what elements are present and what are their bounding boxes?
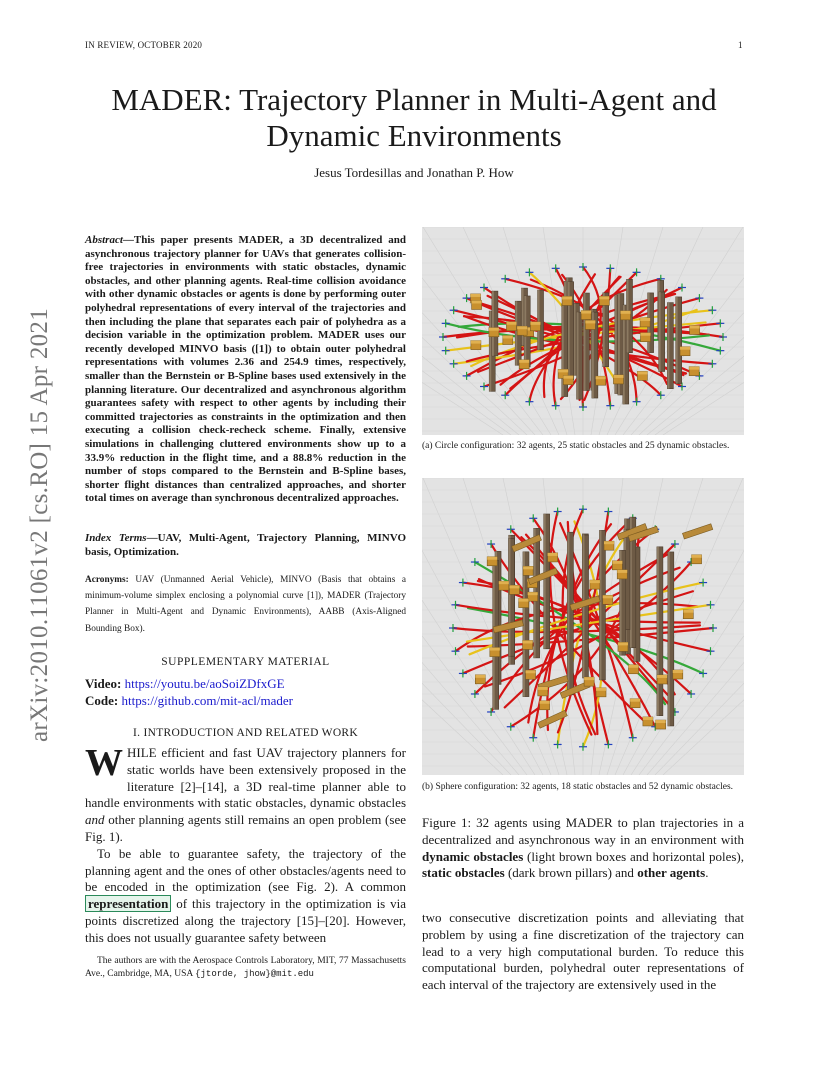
video-link[interactable]: https://youtu.be/aoSoiZDfxGE bbox=[124, 676, 285, 691]
figure-sphere-image bbox=[422, 478, 744, 775]
figure-sphere-configuration bbox=[422, 478, 744, 775]
acronyms bbox=[85, 572, 406, 637]
index-terms-text: —UAV, Multi-Agent, Trajectory Planning, MINVO basis, Optimization. bbox=[85, 532, 406, 558]
intro-body: WHILE efficient and fast UAV trajectory planners for static worlds have been extensively proposed in the literature [2]–[14], a 3D real-time planner able to handle environments with static obstacles, dynamic obstacles and other planning agents still remains an open problem (see Fig. 1). To be able to guarantee safety, the trajectory of the planning agent and the ones of other obstacles/agents need to be encoded in the optimization (see Fig. 2). A common representation of this trajectory in the optimization is via points discretized along the trajectory [15]–[20]. However, this does not usually guarantee safety between bbox=[85, 742, 406, 945]
index-terms-label: Index Terms bbox=[85, 532, 147, 544]
figure-main-caption: Figure 1: 32 agents using MADER to plan trajectories in a decentralized and asynchronous way in an environment with dynamic obstacles (light brown boxes and horizontal poles), static obstacles (dark brown pillars) and other agents. bbox=[422, 815, 744, 881]
static-obstacles bbox=[489, 278, 681, 404]
code-link[interactable]: https://github.com/mit-acl/mader bbox=[121, 693, 293, 708]
intro-paragraph-1: HILE efficient and fast UAV trajectory planners for static worlds have been extensively proposed in the literature [2]–[14], a 3D real-time planner able to handle environments with static obstacles, dynamic obstacles bbox=[85, 745, 406, 811]
page-number: 1 bbox=[738, 40, 743, 50]
video-label: Video bbox=[85, 676, 118, 691]
authors: Jesus Tordesillas and Jonathan P. How bbox=[314, 165, 514, 180]
caption-a: (a) Circle configuration: 32 agents, 25 static obstacles and 25 dynamic obstacles. bbox=[422, 441, 730, 451]
abstract-text: —This paper presents MADER, a 3D decentralized and asynchronous trajectory planner for UAVs that generates collision-free trajectories in environments with static obstacles, dynamic obstacles, and other planning agents. Real-time collision avoidance with other dynamic obstacles or agents is done by performing outer polyhedral representations of every interval of the trajectories and then including the plane that separates each pair of polyhedra as a decision variable in the optimization problem. MADER uses our recently developed MINVO basis ([1]) to obtain outer polyhedral representations with volumes 2.36 and 254.9 times, respectively, smaller than the Bernstein or B-Spline bases used extensively in the planning literature. Our decentralized and asynchronous algorithm guarantees safety with respect to other agents by including their committed trajectories as constraints in the optimization and then executing a collision check-recheck scheme. Finally, extensive simulations in challenging cluttered environments show up to a 33.9% reduction in the flight time, and a 88.8% reduction in the number of stops compared to the Bernstein and B-Spline bases, shorter flight distances than centralized approaches, and shorter total times on average than synchronous decentralized approaches. bbox=[85, 234, 406, 505]
right-column-body: two consecutive discretization points and alleviating that problem by using a fine discretization of the trajectory can lead to a very high computational burden. To reduce this computational burden, polyhedral outer representations of each interval of the trajectory are extensively used in the bbox=[422, 910, 744, 993]
arxiv-sidebar bbox=[20, 290, 60, 760]
arxiv-identifier: arXiv:2010.11061v2 [cs.RO] 15 Apr 2021 bbox=[26, 307, 53, 743]
highlighted-word[interactable]: representation bbox=[85, 895, 171, 912]
supplementary-links: Video: https://youtu.be/aoSoiZDfxGE Code: https://github.com/mit-acl/mader bbox=[85, 676, 293, 708]
author-emails: {jtorde, jhow}@mit.edu bbox=[195, 968, 314, 979]
index-terms bbox=[85, 532, 406, 559]
running-header: IN REVIEW, OCTOBER 2020 bbox=[85, 40, 203, 50]
supplementary-heading: SUPPLEMENTARY MATERIAL bbox=[161, 656, 330, 668]
intro-paragraph-2: To be able to guarantee safety, the trajectory of the planning agent and the ones of other obstacles/agents need to be encoded in the optimization (see Fig. 2). A common bbox=[85, 845, 406, 895]
author-footnote: The authors are with the Aerospace Controls Laboratory, MIT, 77 Massachusetts Ave., Cambridge, MA, USA {jtorde, jhow}@mit.edu bbox=[85, 956, 406, 979]
figure-circle-configuration bbox=[422, 227, 744, 435]
acronyms-text: UAV (Unmanned Aerial Vehicle), MINVO (Basis that obtains a minimum-volume simplex enclosing a polynomial curve [1]), MADER (Trajectory Planner in Multi-Agent and Dynamic Environments), AABB (Axis-Aligned Bounding Box). bbox=[85, 575, 406, 634]
figure-circle-image bbox=[422, 227, 744, 435]
abstract-label: Abstract bbox=[85, 234, 123, 246]
code-label: Code bbox=[85, 693, 114, 708]
abstract bbox=[85, 234, 406, 506]
acronyms-label: Acronyms: bbox=[85, 575, 129, 585]
paper-title: MADER: Trajectory Planner in Multi-Agent and Dynamic Environments bbox=[111, 82, 717, 153]
section-heading: I. INTRODUCTION AND RELATED WORK bbox=[133, 727, 358, 739]
caption-b: (b) Sphere configuration: 32 agents, 18 static obstacles and 52 dynamic obstacles. bbox=[422, 782, 734, 792]
drop-cap: W bbox=[85, 742, 123, 784]
